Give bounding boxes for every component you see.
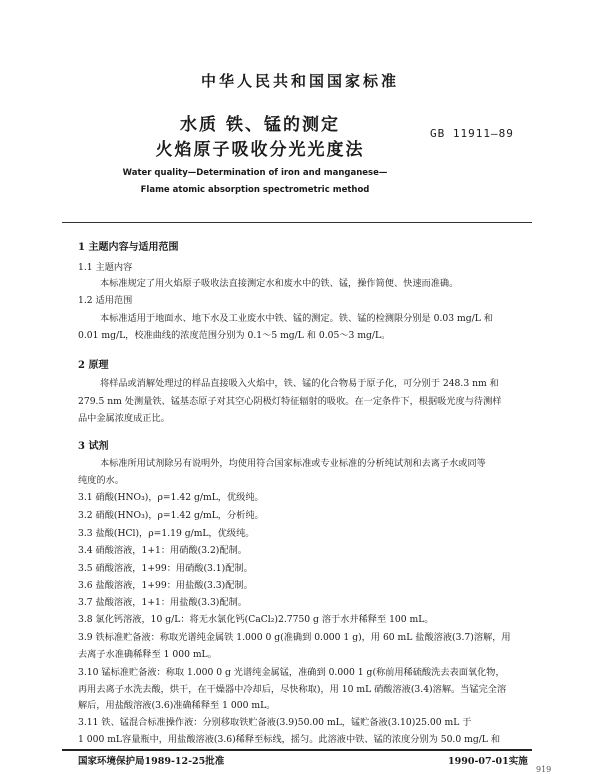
section3-text: 本标准所用试剂除另有说明外，均使用符合国家标准或专业标准的分析纯试剂和去离子水或同等 xyxy=(100,458,486,469)
reagent-3-8: 3.8 氯化钙溶液，10 g/L：将无水氯化钙(CaCl₂)2.7750 g 溶于水并稀释至 100 mL。 xyxy=(78,614,434,625)
english-title-line2: Flame atomic absorption spectrometric method xyxy=(140,185,370,195)
section2-text-cont: 279.5 nm 处测量铁、锰基态原子对其空心阴极灯特征辐射的吸收。在一定条件下，根据吸光度与待测样 xyxy=(78,396,502,407)
section2-text: 将样品或消解处理过的样品直接吸入火焰中，铁、锰的化合物易于原子化，可分别于 248.3 nm 和 xyxy=(100,378,499,389)
approval-text: 国家环境保护局1989-12-25批准 xyxy=(78,756,225,767)
reagent-3-4: 3.4 硝酸溶液，1+1：用硝酸(3.2)配制。 xyxy=(78,545,247,556)
effective-date-text: 1990-07-01实施 xyxy=(448,756,528,767)
document-title-line2: 火焰原子吸收分光光度法 xyxy=(155,140,365,160)
reagent-3-10-cont2: 解后，用盐酸溶液(3.6)准确稀释至 1 000 mL。 xyxy=(78,700,276,711)
section2-text-cont2: 品中金属浓度成正比。 xyxy=(78,413,170,424)
section1-2-heading: 1.2 适用范围 xyxy=(78,295,133,306)
header-divider xyxy=(62,222,532,223)
reagent-3-10-cont: 再用去离子水洗去酸，烘干，在干燥器中冷却后，尽快称取)，用 10 mL 硝酸溶液(3.4)溶解。当锰完全溶 xyxy=(78,684,507,695)
reagent-3-3: 3.3 盐酸(HCl)，ρ=1.19 g/mL，优级纯。 xyxy=(78,528,255,539)
national-standard-heading: 中华人民共和国国家标准 xyxy=(200,72,399,90)
reagent-3-11-cont: 1 000 mL容量瓶中，用盐酸溶液(3.6)稀释至标线，摇匀。此溶液中铁、锰的浓度分别为 50.0 mg/L 和 xyxy=(78,734,501,745)
section1-2-text-cont: 0.01 mg/L，校准曲线的浓度范围分别为 0.1～5 mg/L 和 0.05～3 mg/L。 xyxy=(78,330,391,341)
english-title-line1: Water quality—Determination of iron and manganese— xyxy=(122,168,388,178)
document-title-line1: 水质 铁、锰的测定 xyxy=(180,115,340,135)
reagent-3-10: 3.10 锰标准贮备液：称取 1.000 0 g 光谱纯金属锰，准确到 0.000 1 g(称前用稀硫酸洗去表面氧化物， xyxy=(78,667,505,678)
reagent-3-11: 3.11 铁、锰混合标准操作液：分别移取铁贮备液(3.9)50.00 mL，锰贮备液(3.10)25.00 mL 于 xyxy=(78,717,472,728)
reagent-3-9-cont: 去离子水准确稀释至 1 000 mL。 xyxy=(78,649,217,660)
page-number: 919 xyxy=(536,765,552,774)
reagent-3-9: 3.9 铁标准贮备液：称取光谱纯金属铁 1.000 0 g(准确到 0.000 1 g)，用 60 mL 盐酸溶液(3.7)溶解，用 xyxy=(78,632,511,643)
reagent-3-5: 3.5 硝酸溶液，1+99：用硝酸(3.1)配制。 xyxy=(78,563,253,574)
reagent-3-1: 3.1 硝酸(HNO₃)，ρ=1.42 g/mL，优级纯。 xyxy=(78,492,264,503)
section2-heading: 2 原理 xyxy=(78,360,109,371)
section1-heading: 1 主题内容与适用范围 xyxy=(78,242,179,253)
section3-text-cont: 纯度的水。 xyxy=(78,475,124,486)
standard-number: GB 11911—89 xyxy=(430,127,514,140)
section1-1-text: 本标准规定了用火焰原子吸收法直接测定水和废水中的铁、锰，操作简便、快速而准确。 xyxy=(100,278,459,289)
reagent-3-2: 3.2 硝酸(HNO₃)，ρ=1.42 g/mL，分析纯。 xyxy=(78,510,264,521)
footer-divider xyxy=(62,749,532,751)
reagent-3-7: 3.7 盐酸溶液，1+1：用盐酸(3.3)配制。 xyxy=(78,597,247,608)
reagent-3-6: 3.6 盐酸溶液，1+99：用盐酸(3.3)配制。 xyxy=(78,580,253,591)
section1-1-heading: 1.1 主题内容 xyxy=(78,262,133,273)
section3-heading: 3 试剂 xyxy=(78,441,109,452)
section1-2-text: 本标准适用于地面水、地下水及工业废水中铁、锰的测定。铁、锰的检测限分别是 0.03 mg/L 和 xyxy=(100,313,493,324)
